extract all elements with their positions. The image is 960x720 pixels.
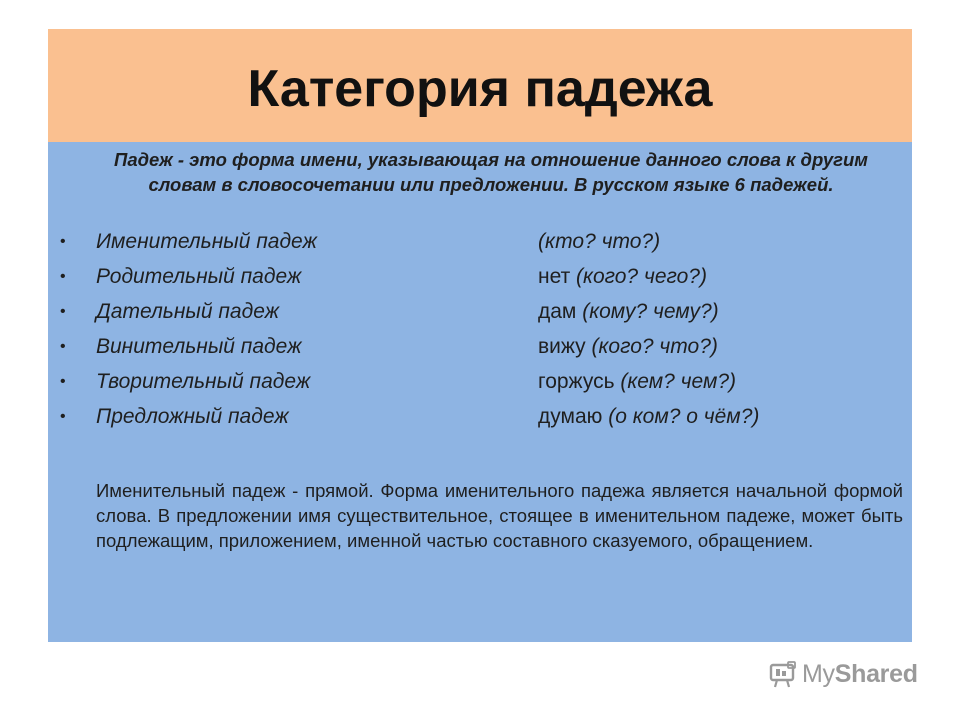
slide: [48, 29, 912, 642]
case-question: (кого? что?): [591, 335, 718, 358]
case-verb: вижу: [538, 335, 592, 358]
bullet-icon: •: [60, 303, 66, 320]
case-item-nominative: [48, 224, 912, 259]
bullet-icon: •: [60, 233, 66, 250]
case-question: (кем? чем?): [620, 370, 737, 393]
case-question: (кого? чего?): [576, 265, 707, 288]
slide-title: Категория падежа: [247, 60, 713, 118]
watermark-shared: Shared: [834, 659, 918, 688]
case-name: Творительный падеж: [96, 370, 311, 393]
definition-text: Падеж - это форма имени, указывающая на отношение данного слова к другим словам в словосочетании или предложении. В русском языке 6 падежей.: [114, 149, 868, 195]
case-name: Винительный падеж: [96, 335, 302, 358]
case-verb: горжусь: [538, 370, 621, 393]
content-band: [48, 142, 912, 642]
bullet-icon: •: [60, 338, 66, 355]
case-verb: дам: [538, 300, 583, 323]
case-name: Предложный падеж: [96, 405, 289, 428]
watermark-text: [802, 660, 918, 689]
case-item-instrumental: [48, 364, 912, 399]
watermark-my: My: [802, 659, 835, 688]
case-item-dative: [48, 294, 912, 329]
case-question: (кто? что?): [538, 230, 661, 253]
case-verb: думаю: [538, 405, 609, 428]
case-list: [48, 224, 912, 434]
bullet-icon: •: [60, 373, 66, 390]
case-item-prepositional: [48, 399, 912, 434]
bullet-icon: •: [60, 408, 66, 425]
watermark: [768, 654, 918, 694]
case-item-accusative: [48, 329, 912, 364]
case-example: [538, 399, 759, 434]
case-question: (о ком? о чём?): [608, 405, 760, 428]
case-name: Дательный падеж: [96, 300, 280, 323]
case-example: [538, 364, 736, 399]
case-example: [538, 329, 718, 364]
case-question: (кому? чему?): [582, 300, 719, 323]
case-name: Именительный падеж: [96, 230, 317, 253]
case-example: [538, 294, 719, 329]
myshared-logo-icon: [768, 659, 798, 689]
case-name: Родительный падеж: [96, 265, 302, 288]
nominative-note: Именительный падеж - прямой. Форма именительного падежа является начальной формой слова. В предложении имя существительное, стоящее в именительном падеже, может быть подлежащим, приложением, именной частью составного сказуемого, обращением.: [96, 480, 903, 551]
case-item-genitive: [48, 259, 912, 294]
case-verb: нет: [538, 265, 577, 288]
case-example: [538, 224, 660, 259]
case-example: [538, 259, 707, 294]
title-band: [48, 29, 912, 142]
bullet-icon: •: [60, 268, 66, 285]
